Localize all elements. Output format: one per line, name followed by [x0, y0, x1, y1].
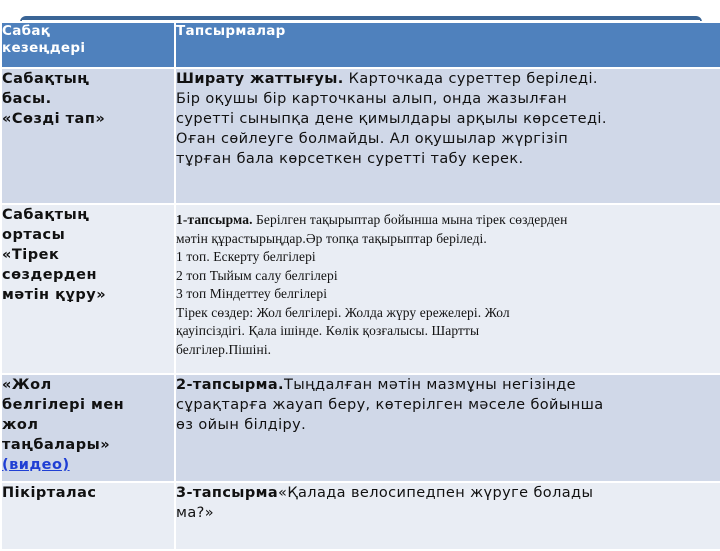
table-row: [1, 204, 720, 374]
task-text: суретті сыныпқа дене қимылдары арқылы көрсетеді.: [176, 111, 607, 127]
table-row: [1, 68, 720, 204]
stage-cell: [1, 374, 175, 482]
table-header-row: [1, 22, 720, 68]
stage-text: «Жол: [2, 377, 52, 393]
stage-text: мәтін құру»: [2, 287, 107, 303]
task-text: 3 топ Міндеттеу белгілері: [176, 286, 328, 301]
task-text: Тыңдалған мәтін мазмұны негізінде: [283, 377, 576, 393]
task-text: қауіпсіздігі. Қала ішінде. Көлік қозғалысы. Шартты: [176, 323, 480, 338]
task-title: 1-тапсырма.: [176, 212, 253, 227]
task-text: Оған сөйлеуге болмайды. Ал оқушылар жүргізіп: [176, 131, 569, 147]
stage-cell: [1, 204, 175, 374]
table-row: [1, 374, 720, 482]
stage-text: белгілері мен: [2, 397, 125, 413]
stage-text: Сабақтың: [2, 207, 90, 223]
task-text: «Қалада велосипедпен жүруге болады: [278, 485, 594, 501]
task-title: 3-тапсырма: [176, 485, 279, 501]
stage-text: таңбалары»: [2, 437, 111, 453]
task-text: белгілер.Пішіні.: [176, 341, 272, 357]
task-text: 2 топ Тыйым салу белгілері: [176, 267, 338, 283]
header-stages-line: кезеңдері: [2, 40, 86, 56]
lesson-plan-table: [0, 21, 720, 551]
task-text: Тірек сөздер: Жол белгілері. Жолда жүру ережелері. Жол: [176, 304, 510, 320]
task-text: Берілген тақырыптар бойынша мына тірек сөздерден: [252, 212, 568, 227]
stage-text: Сабақтың: [2, 71, 90, 87]
stage-text: Пікірталас: [2, 485, 97, 501]
task-text: тұрған бала көрсеткен суретті табу керек.: [176, 151, 524, 167]
task-text: мәтін құрастырыңдар.Әр топқа тақырыптар беріледі.: [176, 230, 487, 246]
task-cell: [175, 204, 720, 374]
header-stages-line: Сабақ: [2, 23, 51, 39]
task-text: сұрақтарға жауап беру, көтерілген мәселе бойынша: [176, 397, 604, 413]
header-tasks: Тапсырмалар: [175, 22, 720, 68]
stage-text: «Тірек: [2, 247, 60, 263]
header-stages: [1, 22, 175, 68]
stage-text: жол: [2, 417, 39, 433]
task-text: ма?»: [176, 505, 214, 521]
task-cell: [175, 68, 720, 204]
stage-text: «Сөзді тап»: [2, 111, 106, 127]
task-text: Бір оқушы бір карточканы алып, онда жазылған: [176, 91, 568, 107]
stage-cell: [1, 68, 175, 204]
task-cell: [175, 374, 720, 482]
task-title: Ширату жаттығуы.: [176, 71, 344, 87]
task-title: 2-тапсырма.: [176, 377, 284, 393]
task-text: 1 топ. Ескерту белгілері: [176, 249, 316, 264]
stage-text: басы.: [2, 91, 52, 107]
stage-text: ортасы: [2, 227, 66, 243]
task-text: Карточкада суреттер беріледі.: [343, 71, 598, 87]
task-text: өз ойын білдіру.: [176, 417, 307, 433]
video-link[interactable]: (видео): [2, 457, 70, 473]
stage-text: сөздерден: [2, 267, 97, 283]
